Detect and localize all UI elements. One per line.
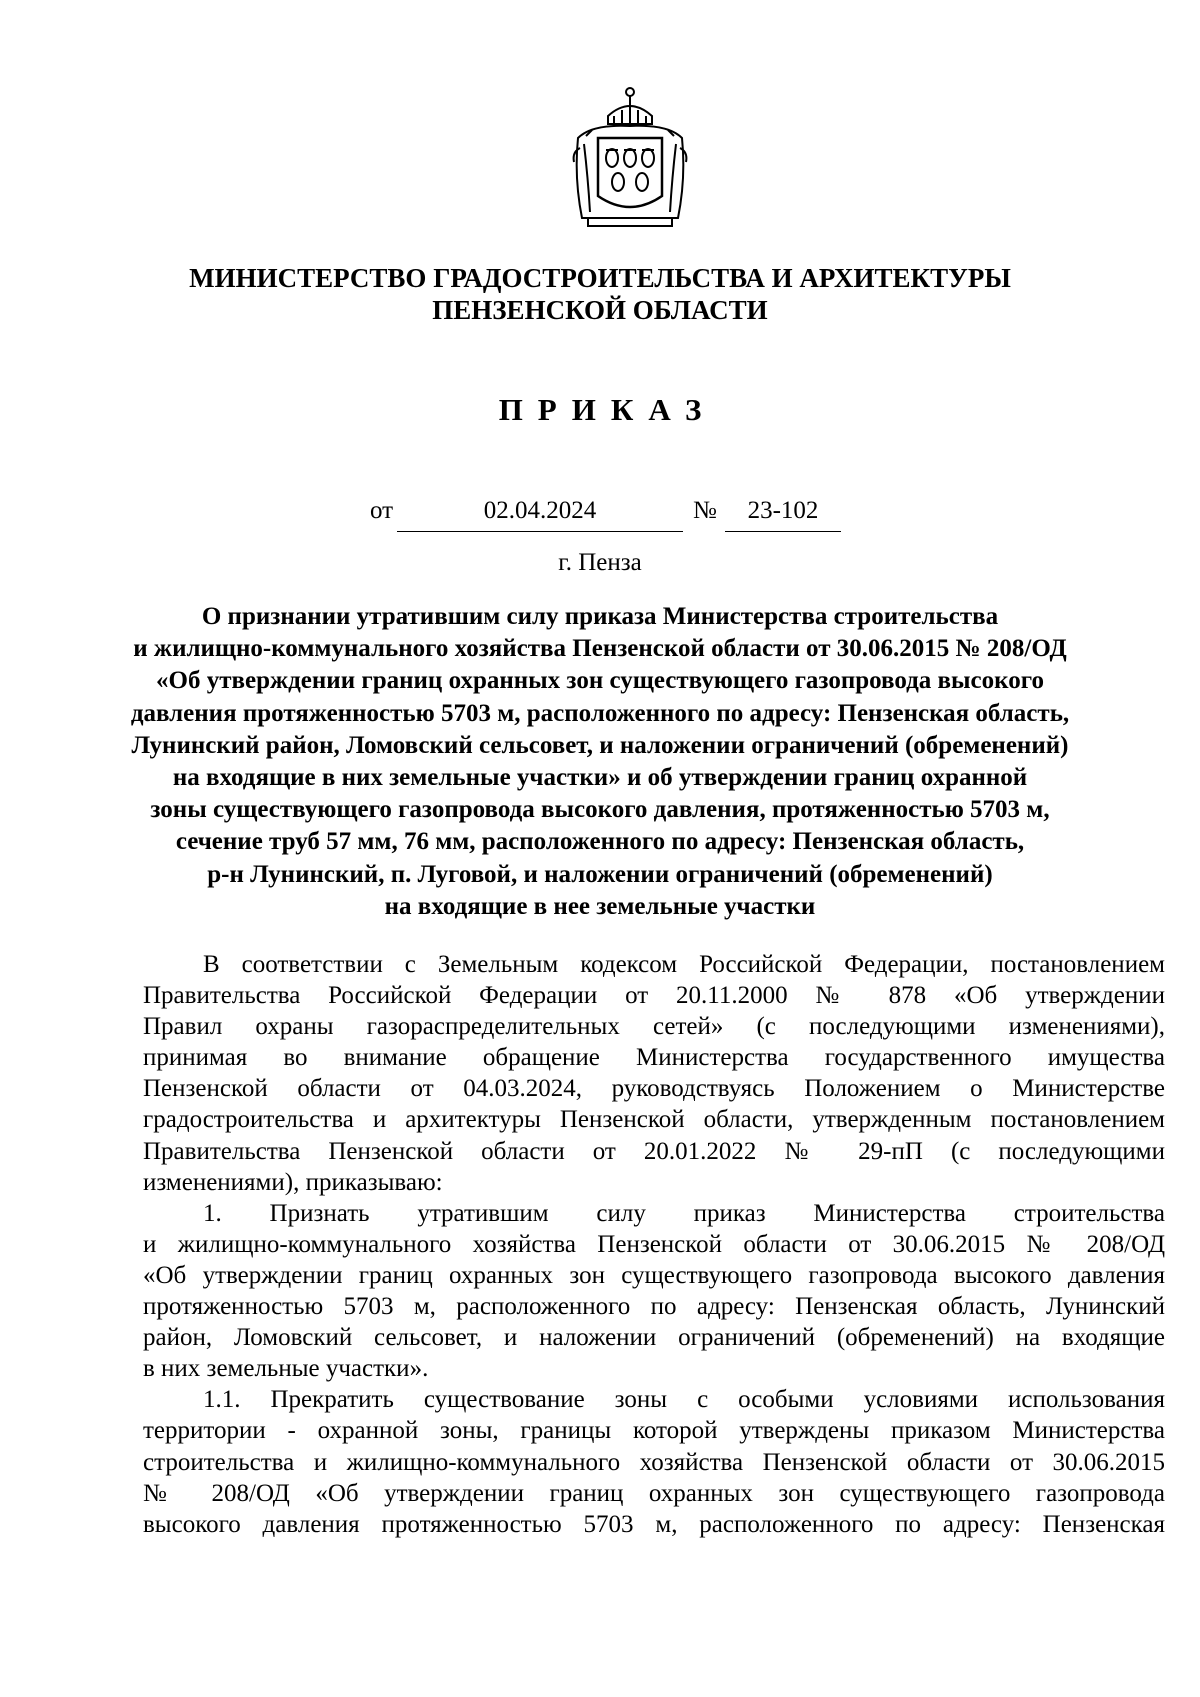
document-number: 23-102 — [725, 497, 841, 532]
item-1-1-paragraph — [143, 1384, 1165, 1539]
body-line: «Об утверждении границ охранных зон существующего газопровода высокого давления — [143, 1261, 1165, 1289]
title-line: Лунинский район, Ломовский сельсовет, и наложении ограничений (обременений) — [131, 731, 1069, 759]
body-line: протяженностью 5703 м, расположенного по адресу: Пензенская область, Лунинский — [143, 1293, 1165, 1321]
date-prefix: от — [370, 497, 394, 524]
body-line: В соответствии с Земельным кодексом Российской Федерации, постановлением — [203, 951, 1165, 978]
body-line: Правительства Российской Федерации от 20.11.2000 № 878 «Об утверждении — [143, 982, 1165, 1010]
title-line: р-н Лунинский, п. Луговой, и наложении ограничений (обременений) — [207, 860, 993, 888]
document-title — [100, 601, 1100, 923]
body-line: Правил охраны газораспределительных сетей» (с последующими изменениями), — [143, 1013, 1165, 1041]
body-line: градостроительства и архитектуры Пензенской области, утвержденным постановлением — [143, 1106, 1165, 1134]
date-number-line — [0, 497, 1200, 533]
title-line: «Об утверждении границ охранных зон существующего газопровода высокого — [156, 667, 1044, 695]
ministry-name-line2: ПЕНЗЕНСКОЙ ОБЛАСТИ — [432, 295, 768, 325]
title-line: зоны существующего газопровода высокого давления, протяженностью 5703 м, — [150, 796, 1050, 824]
title-line: сечение труб 57 мм, 76 мм, расположенного по адресу: Пензенская область, — [175, 828, 1025, 856]
title-line: О признании утратившим силу приказа Министерства строительства — [201, 603, 999, 630]
body-line: Правительства Пензенской области от 20.01.2022 № 29-пП (с последующими — [143, 1137, 1165, 1165]
coat-of-arms-emblem — [568, 78, 692, 232]
body-line: и жилищно-коммунального хозяйства Пензенской области от 30.06.2015 № 208/ОД — [143, 1230, 1165, 1258]
document-body — [143, 949, 1165, 1540]
body-line: строительства и жилищно-коммунального хозяйства Пензенской области от 30.06.2015 — [143, 1448, 1165, 1476]
city: г. Пенза — [558, 549, 642, 576]
body-line: № 208/ОД «Об утверждении границ охранных зон существующего газопровода — [143, 1479, 1165, 1507]
title-line: на входящие в них земельные участки» и об утверждении границ охранной — [172, 764, 1028, 792]
item-1-paragraph — [143, 1198, 1165, 1385]
body-line: 1. Признать утратившим силу приказ Министерства строительства — [203, 1199, 1165, 1227]
document-type: ПРИКАЗ — [498, 392, 717, 427]
title-line: и жилищно-коммунального хозяйства Пензенской области от 30.06.2015 № 208/ОД — [133, 635, 1067, 663]
body-line: в них земельные участки». — [143, 1355, 429, 1383]
title-line: давления протяженностью 5703 м, расположенного по адресу: Пензенская область, — [130, 699, 1070, 727]
body-line: район, Ломовский сельсовет, и наложении ограничений (обременений) на входящие — [143, 1324, 1165, 1352]
body-line: территории - охранной зоны, границы которой утверждены приказом Министерства — [143, 1417, 1165, 1445]
body-line: изменениями), приказываю: — [143, 1168, 443, 1196]
body-line: принимая во внимание обращение Министерства государственного имущества — [143, 1044, 1165, 1072]
body-line: 1.1. Прекратить существование зоны с особыми условиями использования — [203, 1386, 1165, 1414]
ministry-name-line1: МИНИСТЕРСТВО ГРАДОСТРОИТЕЛЬСТВА И АРХИТЕКТУРЫ — [189, 263, 1011, 293]
title-line: на входящие в нее земельные участки — [384, 892, 816, 920]
document-date: 02.04.2024 — [397, 497, 683, 532]
body-line: Пензенской области от 04.03.2024, руководствуясь Положением о Министерстве — [143, 1075, 1165, 1103]
preamble-paragraph — [143, 949, 1165, 1198]
number-sign: № — [693, 497, 717, 524]
body-line: высокого давления протяженностью 5703 м, расположенного по адресу: Пензенская — [143, 1510, 1165, 1538]
